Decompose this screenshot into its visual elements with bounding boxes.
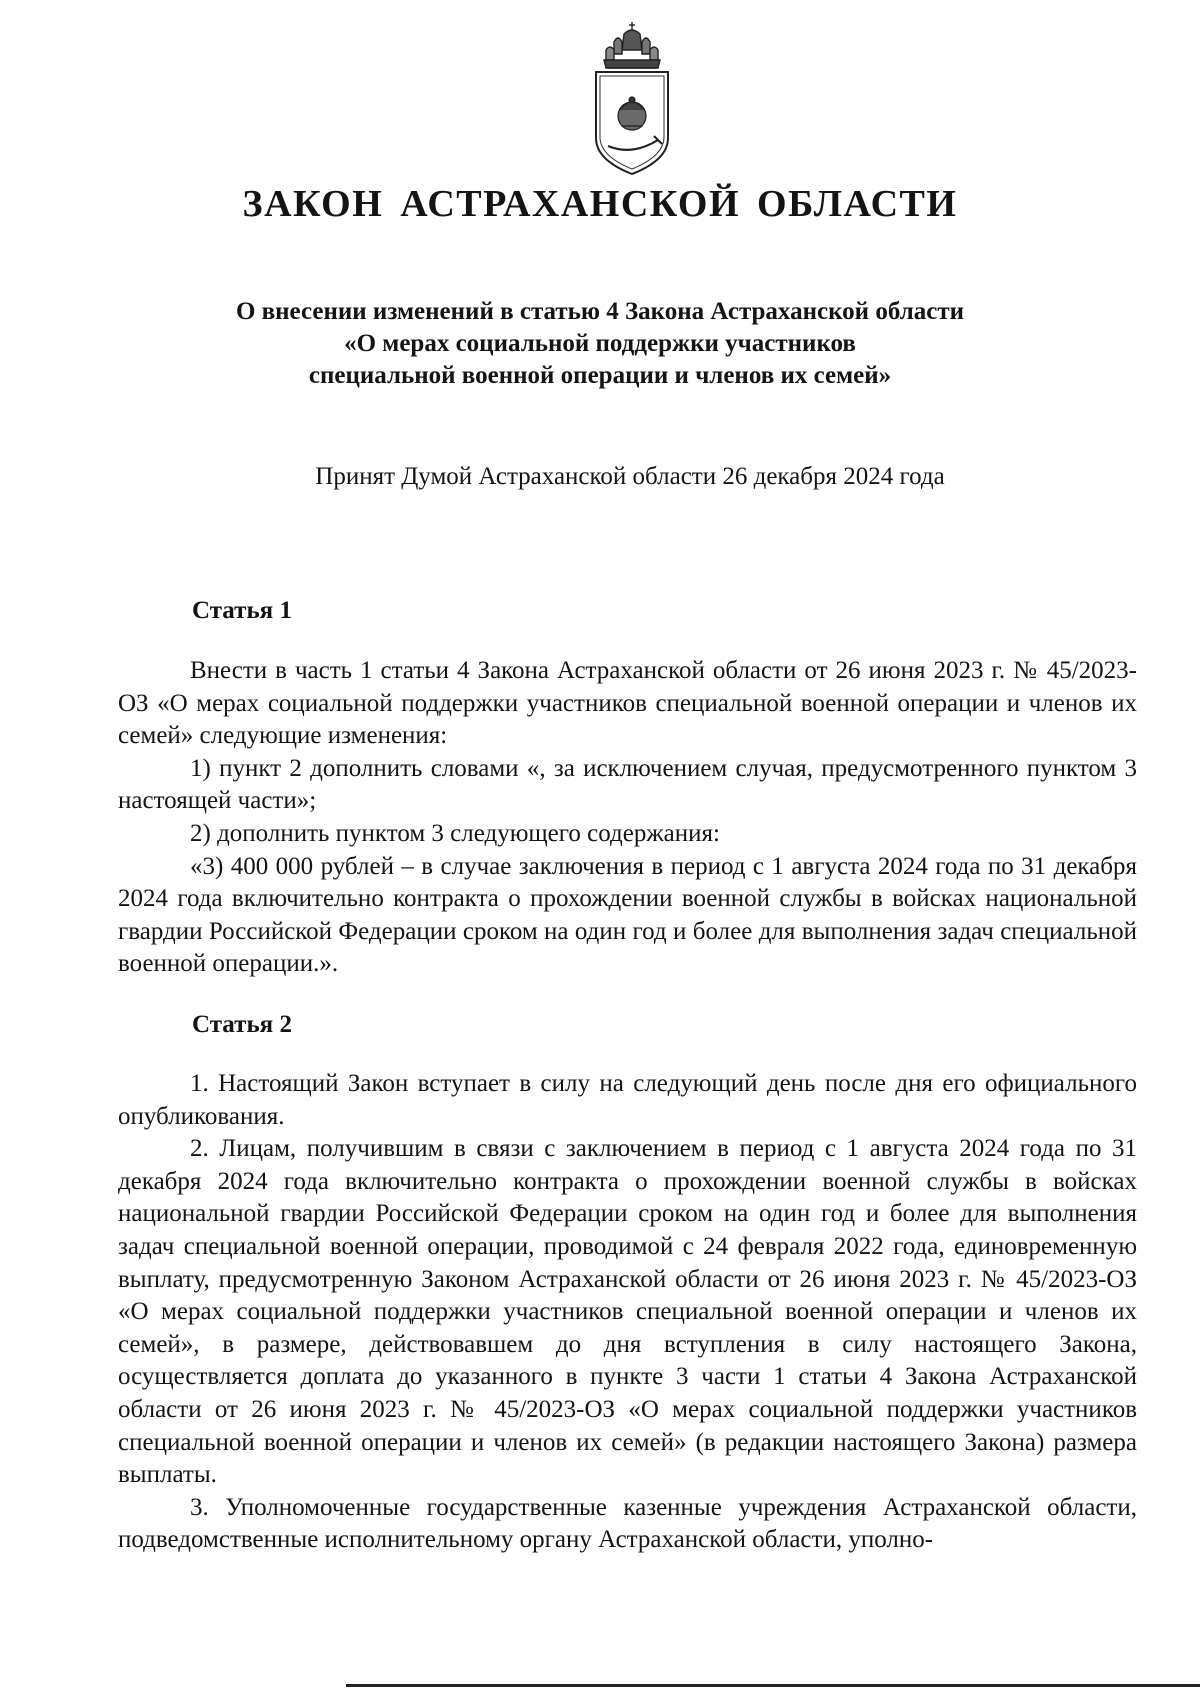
article-paragraph: «3) 400 000 рублей – в случае заключения в период с 1 августа 2024 года по 31 декабря 2024 года включительно контракта о прохождении военной службы в войсках национальной гвардии Российской Федерации сроком на один год и более для выполнения задач специальной военной операции.». (118, 852, 1137, 978)
article-1-heading: Статья 1 (192, 597, 292, 624)
article-paragraph: Внести в часть 1 статьи 4 Закона Астраханской области от 26 июня 2023 г. № 45/2023-ОЗ «О мерах социальной поддержки участников специальной военной операции и членов их семей» следующие изменения: (118, 657, 1137, 750)
article-2-heading: Статья 2 (192, 1011, 292, 1038)
article-1-body (118, 655, 1137, 981)
article-paragraph: 2. Лицам, получившим в связи с заключением в период с 1 августа 2024 года по 31 декабря 2024 года включительно контракта о прохождении военной службы в войсках национальной гвардии Российской Федерации сроком на один год и более для выполнения задач специальной военной операции, проводимой с 24 февраля 2022 года, единовременную выплату, предусмотренную Законом Астраханской области от 26 июня 2023 г. № 45/2023-ОЗ «О мерах социальной поддержки участников специальной военной операции и членов их семей», в размере, действовавшем до дня вступления в силу настоящего Закона, осуществляется доплата до указанного в пункте 3 части 1 статьи 4 Закона Астраханской области от 26 июня 2023 г. № 45/2023-ОЗ «О мерах социальной поддержки участников специальной военной операции и членов их семей» (в редакции настоящего Закона) размера выплаты. (118, 1135, 1137, 1489)
article-paragraph: 1) пункт 2 дополнить словами «, за исключением случая, предусмотренного пунктом 3 настоящей части»; (118, 754, 1137, 815)
law-title: ЗАКОН АСТРАХАНСКОЙ ОБЛАСТИ (242, 183, 958, 225)
subtitle-line: специальной военной операции и членов их семей» (308, 362, 892, 389)
page-bottom-rule (346, 1684, 1200, 1687)
astrakhan-coat-of-arms-icon (584, 20, 680, 178)
subtitle-line: «О мерах социальной поддержки участников (344, 330, 856, 357)
article-paragraph: 2) дополнить пунктом 3 следующего содержания: (190, 819, 720, 847)
article-2-body (118, 1068, 1137, 1557)
subtitle-line: О внесении изменений в статью 4 Закона Астраханской области (235, 298, 965, 325)
adoption-line: Принят Думой Астраханской области 26 декабря 2024 года (315, 463, 945, 490)
article-paragraph: 1. Настоящий Закон вступает в силу на следующий день после дня его официального опубликования. (118, 1070, 1137, 1130)
law-subtitle (0, 296, 1200, 392)
article-paragraph: 3. Уполномоченные государственные казенные учреждения Астраханской области, подведомственные исполнительному органу Астраханской области, уполно- (118, 1493, 1137, 1554)
